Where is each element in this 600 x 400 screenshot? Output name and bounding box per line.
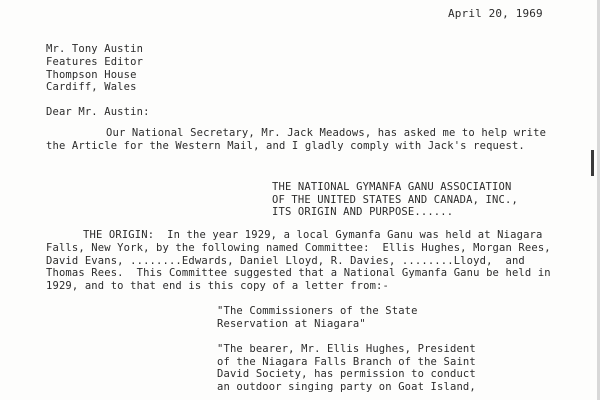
quote-header-line: "The Commissioners of the State [217, 305, 418, 317]
recipient-city: Cardiff, Wales [46, 81, 137, 93]
recipient-name: Mr. Tony Austin [46, 43, 144, 55]
origin-line: Falls, New York, by the following named Committee: Ellis Hughes, Morgan Rees, [46, 242, 551, 254]
quote-body-line: "The bearer, Mr. Ellis Hughes, President [217, 343, 476, 355]
intro-line: Our National Secretary, Mr. Jack Meadows, has asked me to help write [106, 127, 547, 139]
intro-line: the Article for the Western Mail, and I gladly comply with Jack's request. [46, 140, 525, 152]
quote-header-line: Reservation at Niagara" [217, 318, 366, 330]
heading-line: OF THE UNITED STATES AND CANADA, INC., [272, 194, 518, 206]
salutation: Dear Mr. Austin: [46, 106, 150, 118]
recipient-building: Thompson House [46, 69, 137, 81]
origin-line: David Evans, ........Edwards, Daniel Lloyd, R. Davies, ........Lloyd, and [46, 255, 525, 267]
margin-mark [591, 150, 594, 176]
origin-line: 1929, and to that end is this copy of a letter from:- [46, 280, 389, 292]
quote-body-line: an outdoor singing party on Goat Island, [217, 381, 476, 393]
heading-line: ITS ORIGIN AND PURPOSE...... [272, 206, 454, 218]
letter-date: April 20, 1969 [448, 7, 543, 20]
origin-line: THE ORIGIN: In the year 1929, a local Gymanfa Ganu was held at Niagara [83, 229, 543, 241]
quote-body-line: of the Niagara Falls Branch of the Saint [217, 356, 476, 368]
quote-body-line: David Society, has permission to conduct [217, 368, 476, 380]
recipient-title: Features Editor [46, 56, 144, 68]
heading-line: THE NATIONAL GYMANFA GANU ASSOCIATION [272, 181, 512, 193]
origin-line: Thomas Rees. This Committee suggested that a National Gymanfa Ganu be held in [46, 267, 551, 279]
